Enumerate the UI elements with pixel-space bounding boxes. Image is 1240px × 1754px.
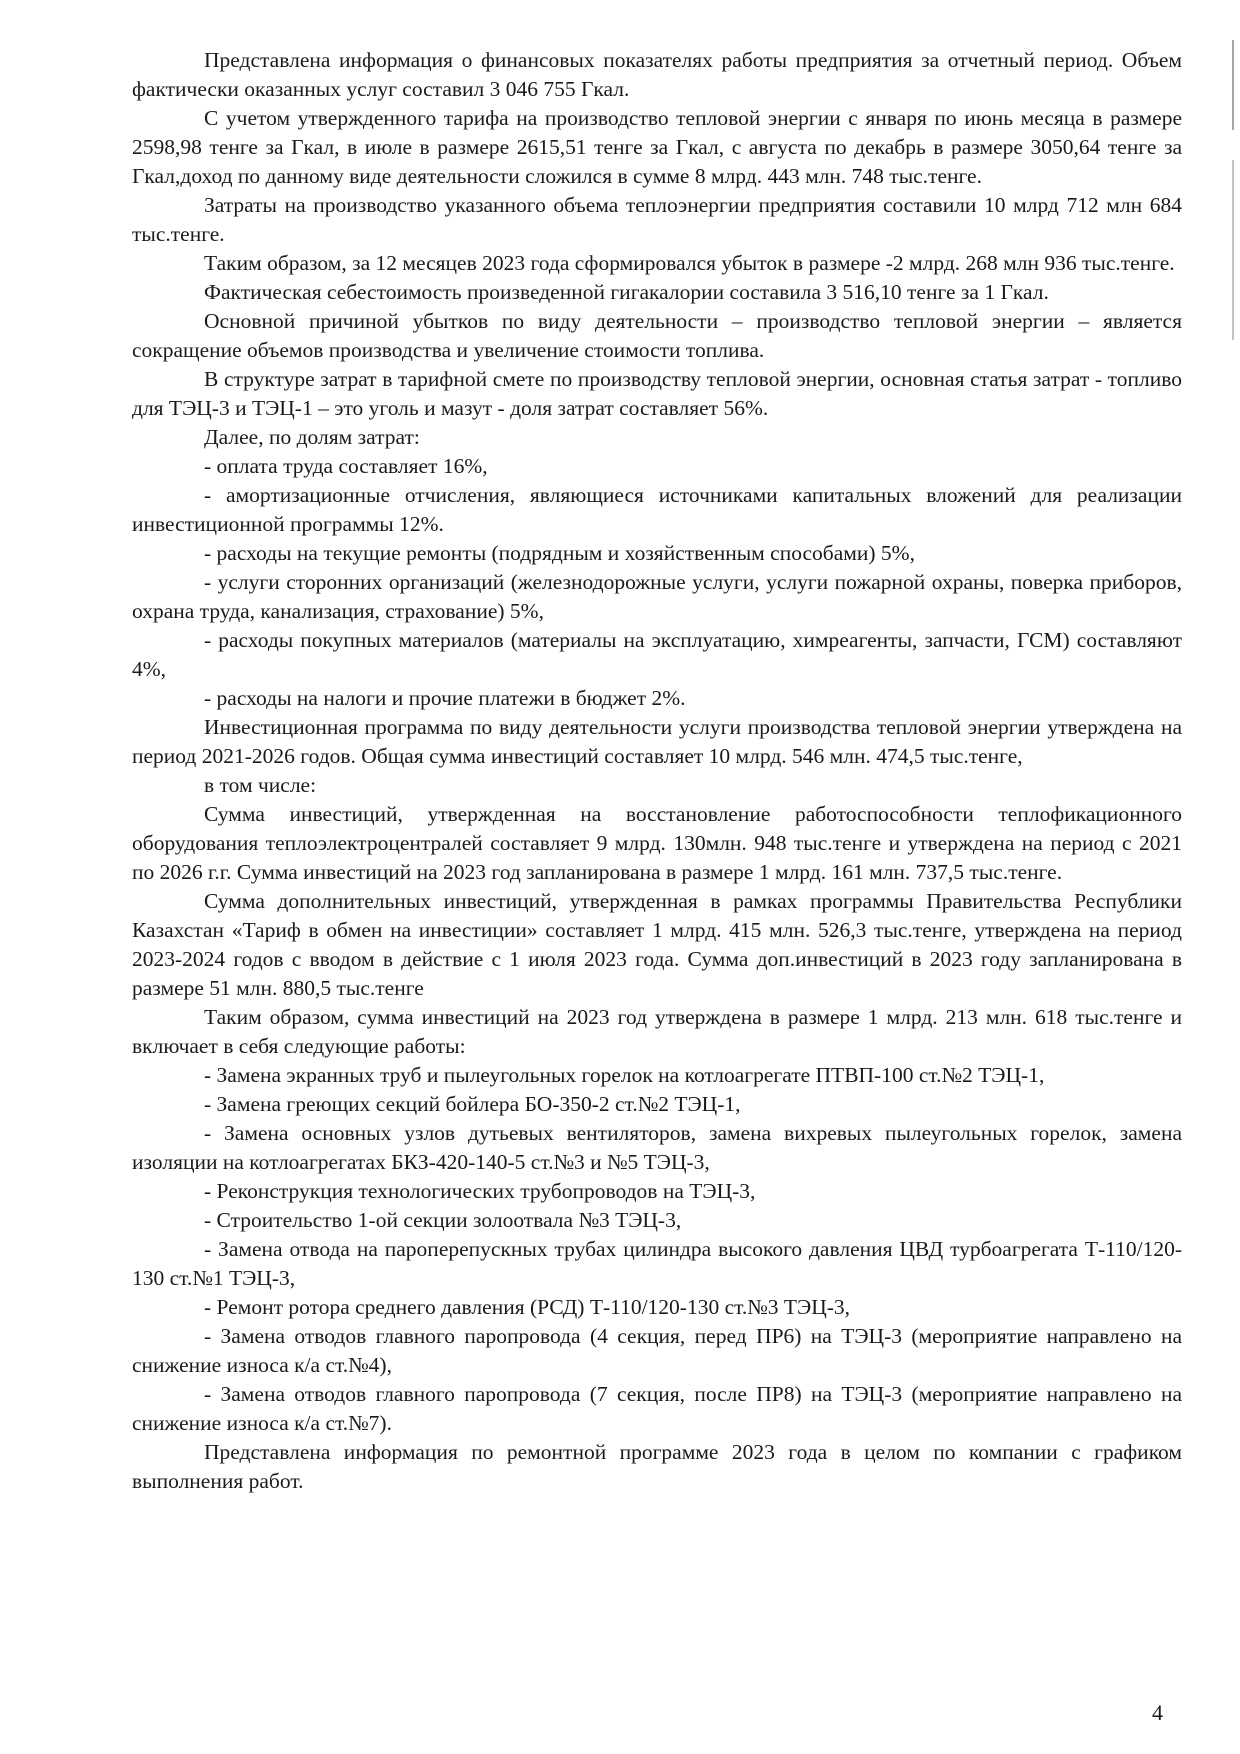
list-item: - Реконструкция технологических трубопроводов на ТЭЦ-3, [204, 1179, 756, 1203]
paragraph: В структуре затрат в тарифной смете по производству тепловой энергии, основная статья затрат - топливо для ТЭЦ-3 и ТЭЦ-1 – это уголь и мазут - доля затрат составляет 56%. [132, 367, 1182, 420]
paragraph: Затраты на производство указанного объема теплоэнергии предприятия составили 10 млрд 712 млн 684 тыс.тенге. [132, 193, 1182, 246]
list-item: - Замена экранных труб и пылеугольных горелок на котлоагрегате ПТВП-100 ст.№2 ТЭЦ-1, [204, 1063, 1045, 1087]
scan-edge-mark [1232, 40, 1234, 340]
paragraph: С учетом утвержденного тарифа на производство тепловой энергии с января по июнь месяца в размере 2598,98 тенге за Гкал, в июле в размере 2615,51 тенге за Гкал, с августа по декабрь в размере 3050,64 тенге за Гкал,доход по данному виде деятельности сложился в сумме 8 млрд. 443 млн. 748 тыс.тенге. [132, 106, 1182, 188]
list-item: - Строительство 1-ой секции золоотвала №3 ТЭЦ-3, [204, 1208, 682, 1232]
paragraph: Представлена информация о финансовых показателях работы предприятия за отчетный период. Объем фактически оказанных услуг составил 3 046 755 Гкал. [132, 48, 1182, 101]
list-item: - Замена основных узлов дутьевых вентиляторов, замена вихревых пылеугольных горелок, замена изоляции на котлоагрегатах БКЗ-420-140-5 ст.№3 и №5 ТЭЦ-3, [132, 1121, 1182, 1174]
list-item: - Ремонт ротора среднего давления (РСД) Т-110/120-130 ст.№3 ТЭЦ-3, [204, 1295, 851, 1319]
paragraph: Таким образом, сумма инвестиций на 2023 год утверждена в размере 1 млрд. 213 млн. 618 тыс.тенге и включает в себя следующие работы: [132, 1005, 1182, 1058]
paragraph: Представлена информация по ремонтной программе 2023 года в целом по компании с графиком выполнения работ. [132, 1440, 1182, 1493]
page-number: 4 [1152, 1700, 1163, 1725]
paragraph: Сумма инвестиций, утвержденная на восстановление работоспособности теплофикационного оборудования теплоэлектроцентралей составляет 9 млрд. 130млн. 948 тыс.тенге и утверждена на период с 2021 по 2026 г.г. Сумма инвестиций на 2023 год запланирована в размере 1 млрд. 161 млн. 737,5 тыс.тенге. [132, 802, 1182, 884]
paragraph: Далее, по долям затрат: [204, 425, 420, 449]
paragraph: Основной причиной убытков по виду деятельности – производство тепловой энергии – является сокращение объемов производства и увеличение стоимости топлива. [132, 309, 1182, 362]
paragraph: Таким образом, за 12 месяцев 2023 года сформировался убыток в размере -2 млрд. 268 млн 936 тыс.тенге. [204, 251, 1175, 275]
paragraph: в том числе: [204, 773, 317, 797]
paragraph: Сумма дополнительных инвестиций, утвержденная в рамках программы Правительства Республики Казахстан «Тариф в обмен на инвестиции» составляет 1 млрд. 415 млн. 526,3 тыс.тенге, утверждена на период 2023-2024 годов с вводом в действие с 1 июля 2023 года. Сумма доп.инвестиций в 2023 году запланирована в размере 51 млн. 880,5 тыс.тенге [132, 889, 1182, 1000]
list-item: - Замена отводов главного паропровода (4 секция, перед ПР6) на ТЭЦ-3 (мероприятие направлено на снижение износа к/а ст.№4), [132, 1324, 1182, 1377]
body-text [132, 46, 1182, 1496]
list-item: - оплата труда составляет 16%, [204, 454, 488, 478]
list-item: - амортизационные отчисления, являющиеся источниками капитальных вложений для реализации инвестиционной программы 12%. [132, 483, 1182, 536]
paragraph: Фактическая себестоимость произведенной гигакалории составила 3 516,10 тенге за 1 Гкал. [204, 280, 1049, 304]
list-item: - Замена греющих секций бойлера БО-350-2 ст.№2 ТЭЦ-1, [204, 1092, 741, 1116]
list-item: - расходы покупных материалов (материалы на эксплуатацию, химреагенты, запчасти, ГСМ) составляют 4%, [132, 628, 1182, 681]
list-item: - расходы на налоги и прочие платежи в бюджет 2%. [204, 686, 686, 710]
list-item: - услуги сторонних организаций (железнодорожные услуги, услуги пожарной охраны, поверка приборов, охрана труда, канализация, страхование) 5%, [132, 570, 1182, 623]
list-item: - Замена отвода на пароперепускных трубах цилиндра высокого давления ЦВД турбоагрегата Т-110/120-130 ст.№1 ТЭЦ-3, [132, 1237, 1182, 1290]
list-item: - расходы на текущие ремонты (подрядным и хозяйственным способами) 5%, [204, 541, 915, 565]
paragraph: Инвестиционная программа по виду деятельности услуги производства тепловой энергии утверждена на период 2021-2026 годов. Общая сумма инвестиций составляет 10 млрд. 546 млн. 474,5 тыс.тенге, [132, 715, 1182, 768]
list-item: - Замена отводов главного паропровода (7 секция, после ПР8) на ТЭЦ-3 (мероприятие направлено на снижение износа к/а ст.№7). [132, 1382, 1182, 1435]
